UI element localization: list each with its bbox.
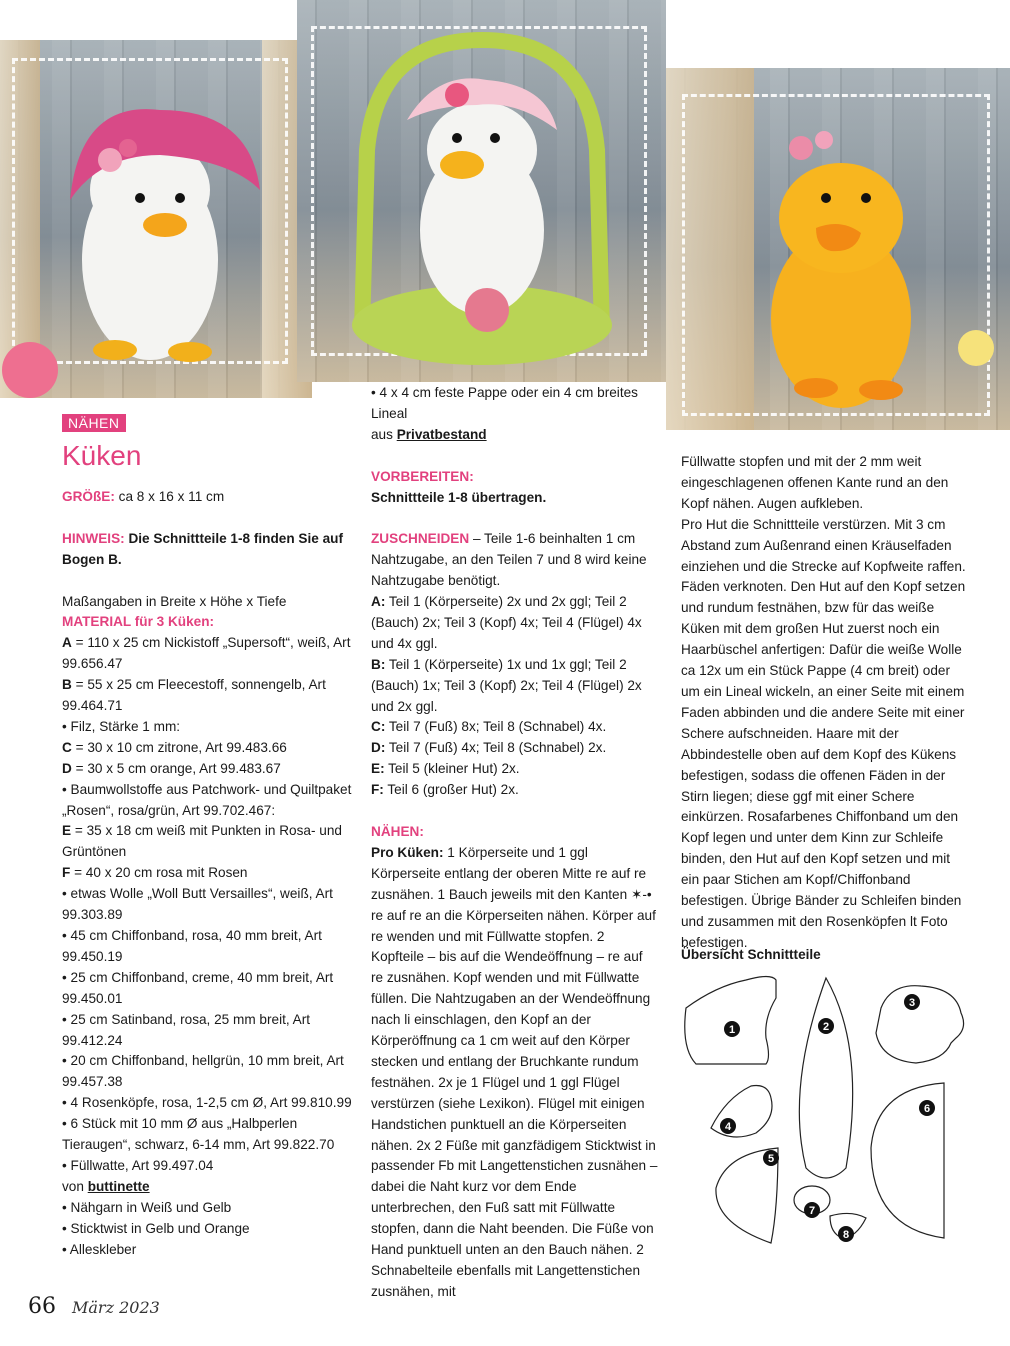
cut-item: D: Teil 7 (Fuß) 4x; Teil 8 (Schnabel) 2x. (371, 740, 607, 756)
photo-white-chick-pink-hat (0, 40, 312, 398)
extra-item: • Nähgarn in Weiß und Gelb (62, 1199, 232, 1215)
size-label: GRÖßE: (62, 489, 115, 504)
pattern-number: 5 (767, 1153, 775, 1165)
pattern-number: 7 (808, 1205, 816, 1217)
pattern-piece-2 (799, 978, 852, 1178)
material-item: • etwas Wolle „Woll Butt Versailles“, weiß, Art 99.303.89 (62, 886, 333, 923)
cut-item: C: Teil 7 (Fuß) 8x; Teil 8 (Schnabel) 4x. (371, 719, 607, 735)
cut-paragraph: ZUSCHNEIDEN – Teile 1-6 beinhalten 1 cm Nahtzugabe, an den Teilen 7 und 8 wird keine Nahtzugabe benötigt. (371, 531, 647, 589)
cut-item: A: Teil 1 (Körperseite) 2x und 2x ggl; Teil 2 (Bauch) 2x; Teil 3 (Kopf) 4x; Teil 4 (Flügel) 4x und 4x ggl. (371, 594, 642, 651)
size-line (62, 487, 352, 508)
section-label: NÄHEN (62, 414, 126, 432)
chick-illustration (666, 68, 1010, 430)
note-line (62, 529, 352, 571)
cut-heading: ZUSCHNEIDEN (371, 531, 470, 547)
extra-item: • Sticktwist in Gelb und Orange (62, 1220, 250, 1236)
material-item: A = 110 x 25 cm Nickistoff „Supersoft“, weiß, Art 99.656.47 (62, 635, 351, 672)
cut-item: E: Teil 5 (kleiner Hut) 2x. (371, 761, 520, 777)
prepare-text: Schnittteile 1-8 übertragen. (371, 489, 547, 505)
supplier-name: buttinette (87, 1178, 150, 1194)
material-item: • 45 cm Chiffonband, rosa, 40 mm breit, Art 99.450.19 (62, 928, 322, 964)
chick-illustration (297, 0, 666, 382)
material-item: • Füllwatte, Art 99.497.04 (62, 1157, 214, 1173)
pattern-overview-diagram (676, 968, 976, 1250)
material-item: F = 40 x 20 cm rosa mit Rosen (62, 865, 248, 881)
material-item: • 25 cm Satinband, rosa, 25 mm breit, Art 99.412.24 (62, 1011, 311, 1048)
pattern-number: 6 (923, 1103, 931, 1115)
cut-item: B: Teil 1 (Körperseite) 1x und 1x ggl; Teil 2 (Bauch) 1x; Teil 3 (Kopf) 2x; Teil 4 (Flügel) 2x und 2x ggl. (371, 656, 642, 714)
measure-note: Maßangaben in Breite x Höhe x Tiefe (62, 593, 287, 609)
material-item: C = 30 x 10 cm zitrone, Art 99.483.66 (62, 739, 287, 755)
material-item: E = 35 x 18 cm weiß mit Punkten in Rosa- und Grüntönen (62, 823, 342, 860)
size-value: ca 8 x 16 x 11 cm (114, 489, 225, 504)
article-title: Küken (62, 440, 142, 471)
note-label: HINWEIS: (62, 530, 125, 546)
issue-date: März 2023 (72, 1298, 160, 1317)
pattern-number: 4 (724, 1121, 732, 1133)
cut-item: F: Teil 6 (großer Hut) 2x. (371, 782, 519, 798)
photo-white-chick-basket (297, 0, 666, 382)
pattern-number: 3 (908, 997, 916, 1009)
note-value: Die Schnittteile 1-8 finden Sie auf Bogen B. (62, 530, 343, 567)
sew-heading: NÄHEN: (371, 823, 424, 839)
pattern-number: 8 (842, 1229, 850, 1241)
material-heading: MATERIAL für 3 Küken: (62, 614, 215, 630)
private-name: Privatbestand (396, 426, 487, 442)
cardboard-item: • 4 x 4 cm feste Pappe oder ein 4 cm breites Lineal (371, 385, 638, 421)
supplier-line: von buttinette (62, 1178, 150, 1194)
pattern-title: Übersicht Schnittteile (681, 947, 821, 962)
material-item: • Baumwollstoffe aus Patchwork- und Quiltpaket „Rosen“, rosa/grün, Art 99.702.467: (62, 781, 352, 818)
material-item: • 20 cm Chiffonband, hellgrün, 10 mm breit, Art 99.457.38 (62, 1053, 344, 1090)
extra-item: • Alleskleber (62, 1241, 137, 1257)
material-item: • 4 Rosenköpfe, rosa, 1-2,5 cm Ø, Art 99.810.99 (62, 1095, 352, 1111)
material-list (62, 633, 352, 1177)
photo-yellow-chick (666, 68, 1010, 430)
material-item: • Filz, Stärke 1 mm: (62, 718, 181, 734)
pattern-piece-3 (876, 986, 964, 1063)
material-item: • 25 cm Chiffonband, creme, 40 mm breit, Art 99.450.01 (62, 969, 334, 1006)
pattern-piece-4 (711, 1086, 772, 1138)
pattern-piece-1 (685, 977, 776, 1065)
material-item: • 6 Stück mit 10 mm Ø aus „Halbperlen Tieraugen“, schwarz, 6-14 mm, Art 99.822.70 (62, 1116, 335, 1153)
hat-paragraph: Pro Hut die Schnittteile verstürzen. Mit 3 cm Abstand zum Außenrand einen Kräuselfaden einziehen und die Strecke auf Kopfweite raffen. Fäden verknoten. Den Hut auf den Kopf setzen und rundum festnähen, bzw für das weiße Küken mit dem großen Hut zuerst noch ein Haarbüschel anfertigen: Dafür die weiße Wolle ca 12x um ein Stück Pappe (4 cm breit) oder um ein Lineal wickeln, an einer Seite mit einem Faden abbinden und die andere Seite mit einer Schere aufschneiden. Haare mit der Abbindestelle oben auf dem Kopf des Kükens befestigen, sodass die offenen Fäden in der Stirn liegen; diese ggf mit einer Schere einkürzen. Rosafarbenes Chiffonband um den Kopf legen und unter dem Kinn zur Schleife binden, den Hut auf den Kopf setzen und mit ein paar Stichen am Kopf/Chiffonband befestigen. Übrige Bänder zu Schleifen binden und zusammen mit den Rosenköpfen lt Foto befestigen. (681, 516, 966, 950)
column-continued (681, 452, 968, 954)
continued-paragraph: Füllwatte stopfen und mit der 2 mm weit eingeschlagenen offenen Kante rund an den Kopf nähen. Augen aufkleben. (681, 454, 949, 511)
private-line: aus Privatbestand (371, 426, 487, 442)
prepare-heading: VORBEREITEN: (371, 468, 474, 484)
page-number: 66 (28, 1294, 56, 1319)
pattern-number: 2 (822, 1021, 830, 1033)
chick-illustration (0, 40, 312, 398)
material-item: B = 55 x 25 cm Fleecestoff, sonnengelb, Art 99.464.71 (62, 677, 326, 714)
column-materials (62, 487, 352, 1261)
material-item: D = 30 x 5 cm orange, Art 99.483.67 (62, 760, 281, 776)
sew-paragraph: Pro Küken: 1 Körperseite und 1 ggl Körperseite entlang der oberen Mitte re auf re zusnähen. 1 Bauch jeweils mit den Kanten ✶-• re auf re an die Körperseiten nähen. Körper auf re wenden und mit Füllwatte stopfen. 2 Kopfteile – bis auf die Wendeöffnung – re auf re zusnähen. Kopf wenden und mit Füllwatte füllen. Die Nahtzugaben an der Wendeöffnung nach li einschlagen, den Kopf an der Körperöffnung ca 1 cm weit auf den Körper stecken und entlang der Bruchkante rundum festnähen. 2x je 1 Flügel und 1 ggl Flügel verstürzen (siehe Lexikon). Flügel mit einigen Handstichen punktuell an die Körperseiten nähen. 2x 2 Füße mit ganzfädigem Sticktwist in passender Fb mit Langettenstichen zusnähen – dabei die Naht kurz vor dem Ende unterbrechen, den Fuß satt mit Füllwatte stopfen, dann die Naht beenden. Die Füße von Hand punktuell unten an den Bauch nähen. 2 Schnabelteile ebenfalls mit Langettenstichen zusnähen, mit (371, 844, 658, 1299)
column-instructions (371, 383, 658, 1303)
pattern-number: 1 (728, 1024, 736, 1036)
